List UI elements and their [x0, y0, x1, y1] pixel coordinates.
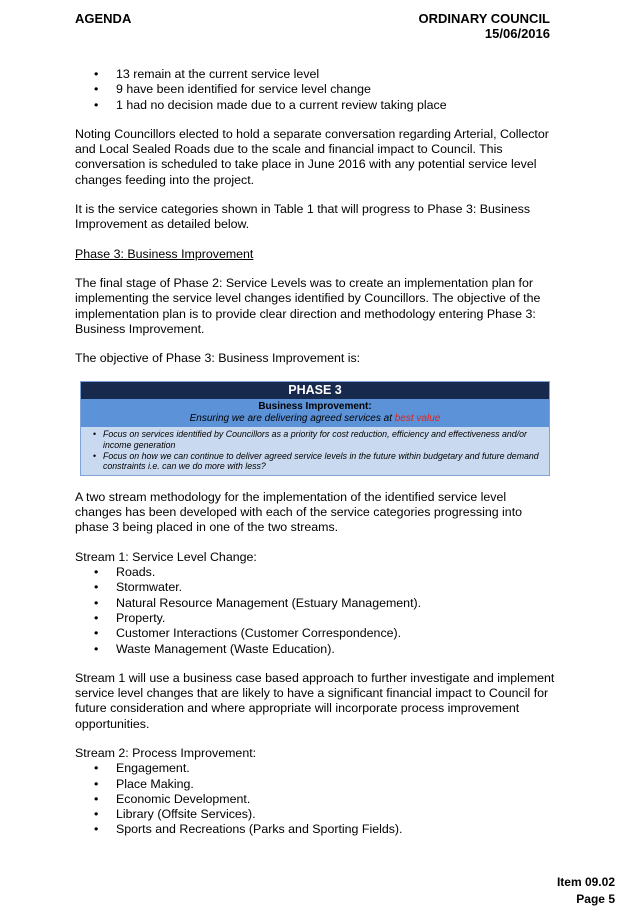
header-agenda: AGENDA [75, 11, 132, 26]
phase3-subtitle-band [81, 399, 549, 427]
paragraph-two-stream: A two stream methodology for the implementation of the identified service level changes has been developed with each of the service categories progressing into phase 3 being placed in one of the two streams. [75, 489, 523, 535]
list-item: • Sports and Recreations (Parks and Sporting Fields). [116, 822, 555, 837]
page-content [75, 67, 555, 838]
phase3-subtitle: Business Improvement: [258, 401, 372, 413]
list-item: • Property. [116, 611, 555, 626]
list-item: • Stormwater. [116, 580, 555, 595]
stream2-heading: Stream 2: Process Improvement: [75, 745, 257, 760]
paragraph-implementation-plan: The final stage of Phase 2: Service Levels was to create an implementation plan for implementing the service level changes identified by Councillors. The objective of the implementation plan is to provide clear direction and methodology entering Phase 3: Business Improvement. [75, 275, 541, 336]
header-meeting-title: ORDINARY COUNCIL [418, 11, 550, 26]
header-meeting [419, 11, 550, 41]
footer-item-number: Item 09.02 [556, 875, 615, 889]
list-item: • Natural Resource Management (Estuary Management). [116, 596, 555, 611]
list-item: • Customer Interactions (Customer Correspondence). [116, 626, 555, 641]
list-item: • Waste Management (Waste Education). [116, 642, 555, 657]
phase3-body [81, 427, 549, 474]
list-item: • 9 have been identified for service level change [116, 82, 555, 97]
phase3-tagline [190, 413, 441, 424]
list-item: • 1 had no decision made due to a current review taking place [116, 98, 555, 113]
section-heading: Phase 3: Business Improvement [75, 246, 254, 261]
list-item: • Engagement. [116, 761, 555, 776]
phase3-box [80, 381, 550, 475]
paragraph-objective: The objective of Phase 3: Business Improvement is: [75, 351, 361, 366]
list-item: • Economic Development. [116, 792, 555, 807]
list-item: • Place Making. [116, 777, 555, 792]
paragraph-stream1: Stream 1 will use a business case based approach to further investigate and implement service level changes that are likely to have a significant financial impact to Council for future consideration and where appropriate will incorporate process improvement opportunities. [75, 670, 555, 731]
paragraph-roads-conversation: Noting Councillors elected to hold a separate conversation regarding Arterial, Collector and Local Sealed Roads due to the scale and financial impact to Council. This conversation is scheduled to take place in June 2016 with any potential service level changes feeding into the project. [75, 126, 549, 187]
list-item: • Roads. [116, 565, 555, 580]
phase3-tagline-prefix: Ensuring we are delivering agreed services at [189, 412, 395, 424]
stream1-list [75, 565, 555, 657]
footer-page-number: Page 5 [576, 892, 615, 906]
list-item: • Focus on how we can continue to deliver agreed service levels in the future within budgetary and future demand constraints i.e. can we do more with less? [103, 451, 541, 472]
list-item: • Library (Offsite Services). [116, 807, 555, 822]
stream1-heading: Stream 1: Service Level Change: [75, 549, 257, 564]
phase3-title: PHASE 3 [81, 382, 549, 399]
intro-bullet-list [75, 67, 555, 113]
phase3-bullet-list [89, 429, 541, 471]
stream2-list [75, 761, 555, 837]
paragraph-table1: It is the service categories shown in Table 1 that will progress to Phase 3: Business Improvement as detailed below. [75, 202, 531, 232]
list-item: • Focus on services identified by Councillors as a priority for cost reduction, efficiency and effectiveness and/or income generation [103, 429, 541, 450]
phase3-tagline-highlight: best value [394, 412, 441, 424]
list-item: • 13 remain at the current service level [116, 67, 555, 82]
header-meeting-date: 15/06/2016 [484, 26, 550, 41]
